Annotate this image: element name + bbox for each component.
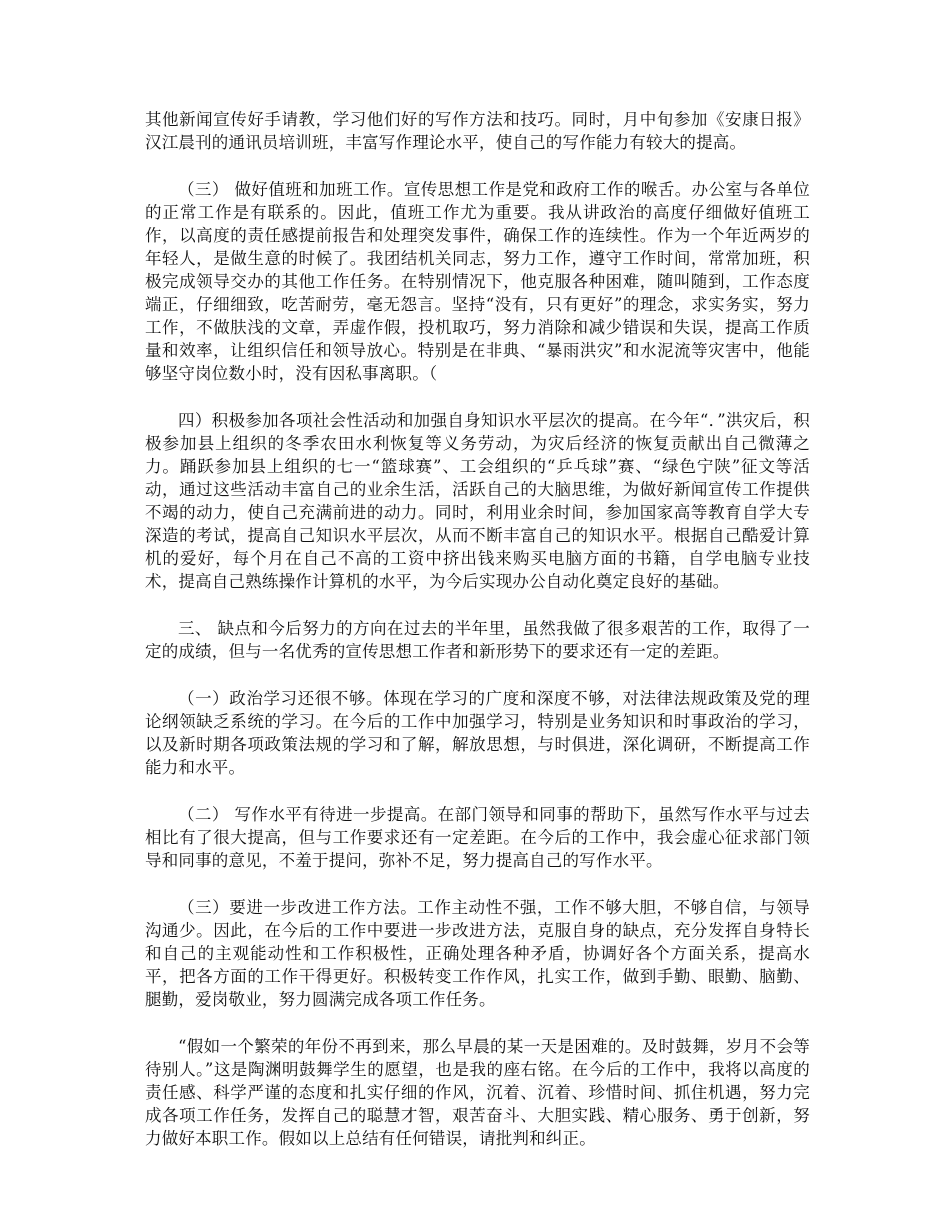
paragraph-duty-shifts: （三） 做好值班和加班工作。宣传思想工作是党和政府工作的喉舌。办公室与各单位的正常工作是有联系的。因此，值班工作尤为重要。我从讲政治的高度仔细做好值班工作，以高度的责任感提前报告和处理突发事件，确保工作的连续性。作为一个年近两岁的年轻人，是做生意的时候了。我团结机关同志，努力工作，遵守工作时间，常常加班，积极完成领导交办的其他工作任务。在特别情况下，他克服各种困难，随叫随到，工作态度端正，仔细细致，吃苦耐劳，毫无怨言。坚持“没有，只有更好”的理念，求实务实，努力工作，不做肤浅的文章，弄虚作假，投机取巧，努力消除和减少错误和失误，提高工作质量和效率，让组织信任和领导放心。特别是在非典、“暴雨洪灾”和水泥流等灾害中，他能够坚守岗位数小时，没有因私事离职。（ <box>145 180 810 383</box>
paragraph-political-study: （一）政治学习还很不够。体现在学习的广度和深度不够，对法律法规政策及党的理论纲领缺乏系统的学习。在今后的工作中加强学习，特别是业务知识和时事政治的学习，以及新时期各项政策法规的学习和了解，解放思想，与时俱进，深化调研，不断提高工作能力和水平。 <box>145 689 810 777</box>
paragraph-continuation: 其他新闻宣传好手请教，学习他们好的写作方法和技巧。同时，月中旬参加《安康日报》汉江晨刊的通讯员培训班，丰富写作理论水平，使自己的写作能力有较大的提高。 <box>145 110 810 152</box>
document-body <box>145 108 810 1174</box>
paragraph-conclusion: “假如一个繁荣的年份不再到来，那么早晨的某一天是困难的。及时鼓舞，岁月不会等待别人。”这是陶渊明鼓舞学生的愿望，也是我的座右铭。在今后的工作中，我将以高度的责任感、科学严谨的态度和扎实仔细的作风，沉着、沉着、珍惜时间、抓住机遇，努力完成各项工作任务，发挥自己的聪慧才智，艰苦奋斗、大胆实践、精心服务、勇于创新，努力做好本职工作。假如以上总结有任何错误，请批判和纠正。 <box>145 1037 810 1148</box>
paragraph-shortcomings-heading: 三、 缺点和今后努力的方向在过去的半年里，虽然我做了很多艰苦的工作，取得了一定的成绩，但与一名优秀的宣传思想工作者和新形势下的要求还有一定的差距。 <box>145 619 810 661</box>
paragraph-work-methods: （三）要进一步改进工作方法。工作主动性不强，工作不够大胆，不够自信，与领导沟通少。因此，在今后的工作中要进一步改进方法，克服自身的缺点，充分发挥自身特长和自己的主观能动性和工作积极性，正确处理各种矛盾，协调好各个方面关系，提高水平，把各方面的工作干得更好。积极转变工作作风，扎实工作，做到手勤、眼勤、脑勤、腿勤，爱岗敬业，努力圆满完成各项工作任务。 <box>145 898 810 1009</box>
paragraph-social-activities: 四）积极参加各项社会性活动和加强自身知识水平层次的提高。在今年“．”洪灾后，积极参加县上组织的冬季农田水利恢复等义务劳动，为灾后经济的恢复贡献出自己微薄之力。踊跃参加县上组织的七一“篮球赛”、工会组织的“乒乓球”赛、“绿色宁陕”征文等活动，通过这些活动丰富自己的业余生活，活跃自己的大脑思维，为做好新闻宣传工作提供不竭的动力，使自己充满前进的动力。同时，利用业余时间，参加国家高等教育自学大专深造的考试，提高自己知识水平层次，从而不断丰富自己的知识水平。根据自己酷爱计算机的爱好，每个月在自己不高的工资中挤出钱来购买电脑方面的书籍，自学电脑专业技术，提高自己熟练操作计算机的水平，为今后实现办公自动化奠定良好的基础。 <box>145 411 810 591</box>
paragraph-writing-level: （二） 写作水平有待进一步提高。在部门领导和同事的帮助下，虽然写作水平与过去相比有了很大提高，但与工作要求还有一定差距。在今后的工作中，我会虚心征求部门领导和同事的意见，不羞于提问，弥补不足，努力提高自己的写作水平。 <box>145 805 810 870</box>
